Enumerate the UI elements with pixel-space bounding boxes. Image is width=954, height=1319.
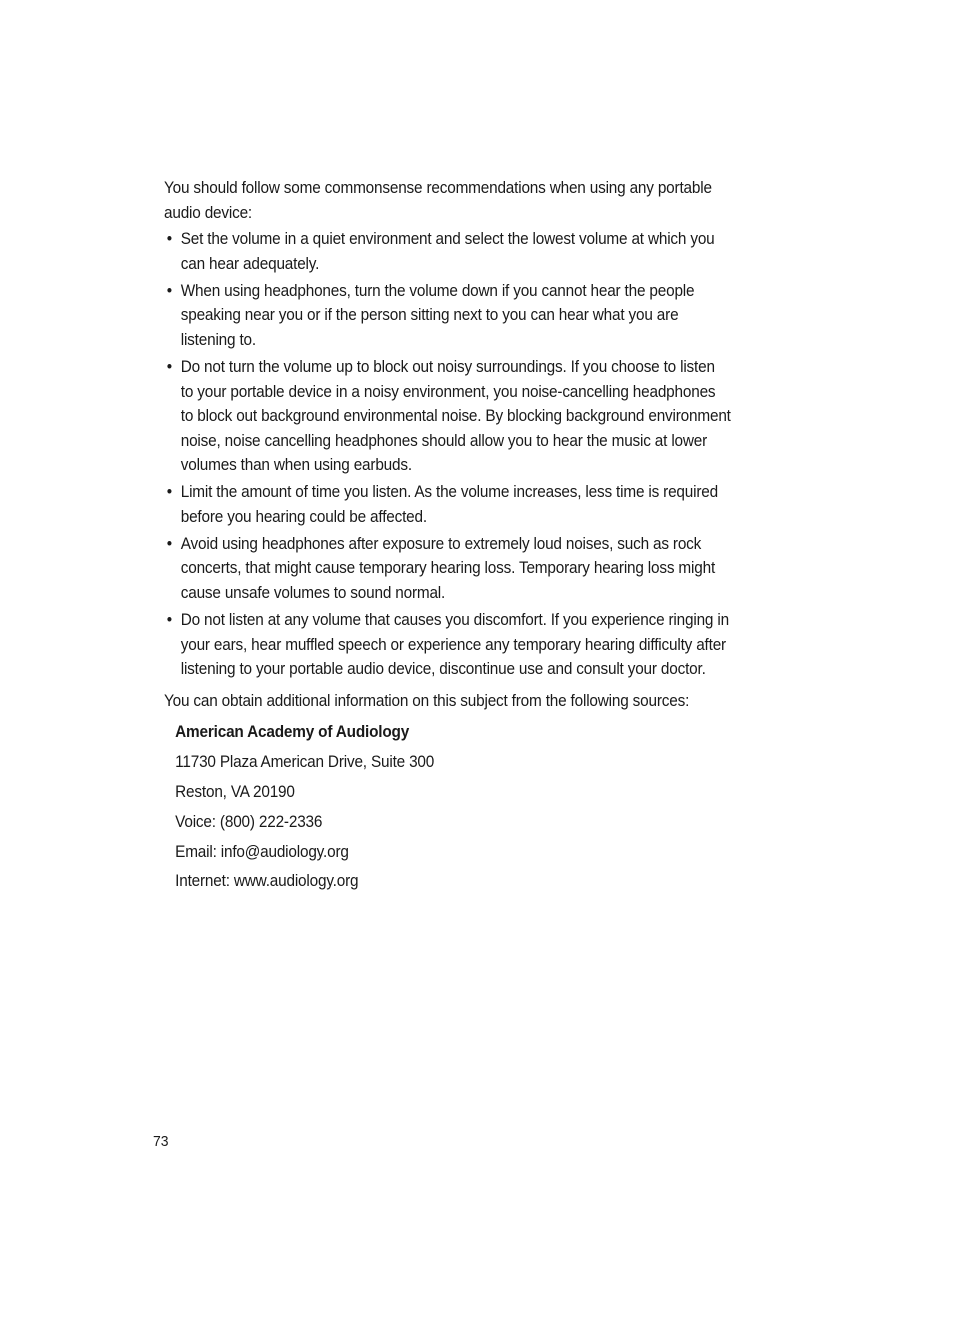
list-item-text: Do not listen at any volume that causes you discomfort. If you experience ringing in your ears, hear muffled speech or experience any temporary hearing difficulty after listening to your portable audio device, discontinue use and consult your doctor.	[180, 611, 729, 679]
list-item-text: Avoid using headphones after exposure to extremely loud noises, such as rock concerts, that might cause temporary hearing loss. Temporary hearing loss might cause unsafe volumes to sound normal.	[180, 534, 716, 603]
bullet-marker: •	[166, 230, 172, 249]
bullet-marker: •	[166, 357, 172, 376]
list-item-text: Limit the amount of time you listen. As the volume increases, less time is required before you hearing could be affected.	[180, 483, 718, 526]
address-city: Reston, VA 20190	[175, 783, 295, 802]
organization-name: American Academy of Audiology	[175, 723, 410, 742]
list-item	[164, 355, 731, 478]
intro-paragraph: You should follow some commonsense recommendations when using any portable audio device:	[164, 179, 712, 222]
bullet-marker: •	[166, 534, 172, 553]
voice-phone: Voice: (800) 222-2336	[175, 812, 323, 831]
list-item	[164, 227, 731, 276]
list-item	[164, 480, 731, 529]
recommendations-list	[164, 227, 731, 682]
source-address-block	[164, 718, 731, 897]
list-item	[164, 532, 731, 606]
bullet-marker: •	[166, 611, 172, 630]
list-item	[164, 279, 731, 353]
list-item-text: When using headphones, turn the volume down if you cannot hear the people speaking near you or if the person sitting next to you can hear what you are listening to.	[180, 281, 695, 349]
sources-intro-paragraph: You can obtain additional information on this subject from the following sources:	[164, 691, 690, 710]
page-number: 73	[153, 1133, 169, 1150]
list-item	[164, 608, 731, 682]
bullet-marker: •	[166, 483, 172, 502]
list-item-text: Set the volume in a quiet environment and select the lowest volume at which you can hear adequately.	[180, 230, 715, 273]
list-item-text: Do not turn the volume up to block out noisy surroundings. If you choose to listen to your portable device in a noisy environment, you noise-cancelling headphones to block out background environmental noise. By blocking background environment noise, noise cancelling headphones should allow you to hear the music at lower volumes than when using earbuds.	[180, 357, 731, 475]
internet-address: Internet: www.audiology.org	[175, 872, 359, 891]
address-street: 11730 Plaza American Drive, Suite 300	[175, 753, 435, 772]
email-address: Email: info@audiology.org	[175, 842, 349, 861]
page-content	[164, 176, 731, 897]
bullet-marker: •	[166, 281, 172, 300]
